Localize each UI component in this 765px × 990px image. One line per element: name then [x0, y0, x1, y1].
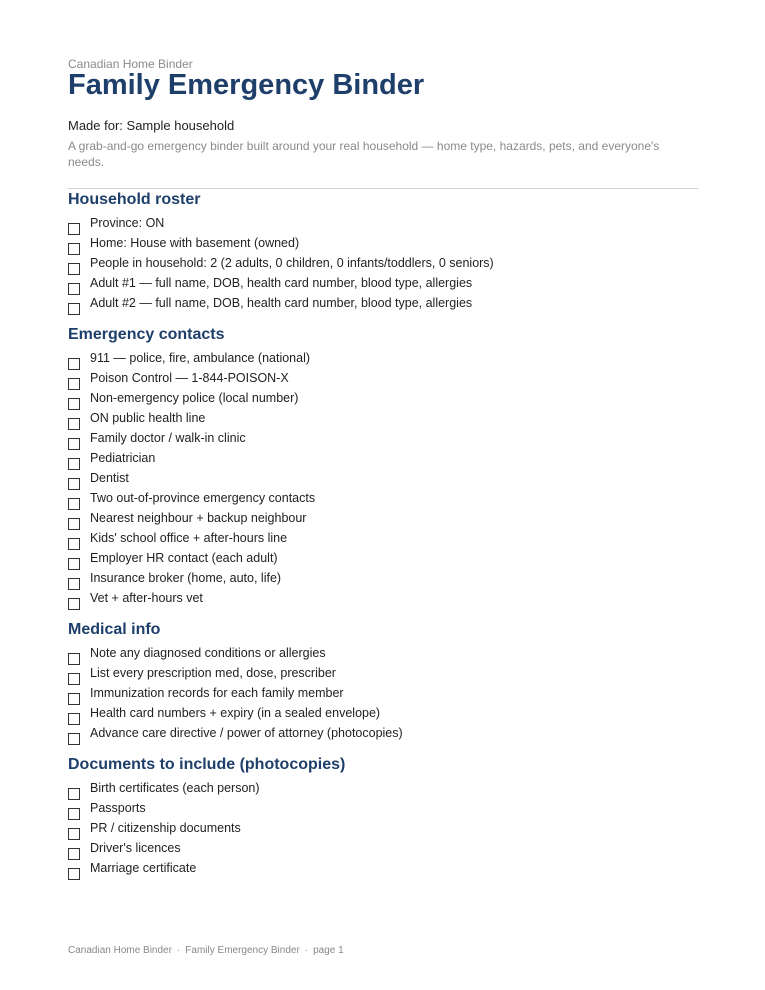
checklist-item — [68, 470, 698, 490]
checklist — [68, 645, 698, 745]
checklist — [68, 780, 698, 880]
checkbox[interactable] — [68, 808, 80, 820]
checkbox[interactable] — [68, 788, 80, 800]
tagline: A grab-and-go emergency binder built around your real household — home type, hazards, pets, and everyone's needs. — [68, 139, 660, 169]
checkbox[interactable] — [68, 673, 80, 685]
checklist-item — [68, 215, 698, 235]
checklist-item — [68, 295, 698, 315]
checklist-item-label: Employer HR contact (each adult) — [90, 551, 278, 565]
checklist-item-label: Two out-of-province emergency contacts — [90, 491, 316, 505]
checklist-item — [68, 350, 698, 370]
page-footer — [68, 945, 344, 956]
checklist-item-label: Driver's licences — [90, 841, 181, 855]
checkbox[interactable] — [68, 578, 80, 590]
checklist-item — [68, 370, 698, 390]
checklist-item — [68, 530, 698, 550]
checklist-item-label: Passports — [90, 801, 146, 815]
checklist-item — [68, 590, 698, 610]
checklist-item-label: Poison Control — 1-844-POISON-X — [90, 371, 289, 385]
checklist-item-label: People in household: 2 (2 adults, 0 children, 0 infants/toddlers, 0 seniors) — [90, 256, 494, 270]
checkbox[interactable] — [68, 538, 80, 550]
checkbox[interactable] — [68, 598, 80, 610]
section-heading: Emergency contacts — [68, 326, 225, 343]
checkbox[interactable] — [68, 848, 80, 860]
checklist-item — [68, 800, 698, 820]
checklist-item — [68, 705, 698, 725]
made-for-line: Made for: Sample household — [68, 118, 235, 133]
checklist-item — [68, 510, 698, 530]
checkbox[interactable] — [68, 733, 80, 745]
checkbox[interactable] — [68, 518, 80, 530]
footer-page-number: page 1 — [313, 945, 344, 956]
checklist-section — [68, 190, 698, 315]
checklist — [68, 350, 698, 610]
checklist-item-label: Nearest neighbour + backup neighbour — [90, 511, 307, 525]
checklist-item — [68, 860, 698, 880]
checkbox[interactable] — [68, 378, 80, 390]
checklist-item-label: Advance care directive / power of attorney (photocopies) — [90, 726, 403, 740]
checklist-item — [68, 450, 698, 470]
checklist-item-label: Dentist — [90, 471, 129, 485]
footer-separator: · — [176, 945, 181, 956]
checkbox[interactable] — [68, 653, 80, 665]
checklist-item-label: Adult #1 — full name, DOB, health card number, blood type, allergies — [90, 276, 473, 290]
checklist-item-label: Kids' school office + after-hours line — [90, 531, 288, 545]
checklist-item — [68, 570, 698, 590]
checkbox[interactable] — [68, 868, 80, 880]
checklist-item — [68, 490, 698, 510]
checklist-item — [68, 550, 698, 570]
checklist-item-label: Home: House with basement (owned) — [90, 236, 300, 250]
checkbox[interactable] — [68, 358, 80, 370]
checklist-item-label: Pediatrician — [90, 451, 156, 465]
checklist-item-label: Birth certificates (each person) — [90, 781, 260, 795]
binder-page — [68, 0, 698, 990]
checklist — [68, 215, 698, 315]
checklist-item — [68, 685, 698, 705]
checkbox[interactable] — [68, 558, 80, 570]
checklist-item-label: List every prescription med, dose, prescriber — [90, 666, 336, 680]
checklist-item-label: Immunization records for each family member — [90, 686, 344, 700]
checkbox[interactable] — [68, 458, 80, 470]
eyebrow-label: Canadian Home Binder — [68, 57, 193, 71]
checkbox[interactable] — [68, 438, 80, 450]
checkbox[interactable] — [68, 243, 80, 255]
checklist-item — [68, 255, 698, 275]
checklist-item — [68, 235, 698, 255]
checklist-item — [68, 840, 698, 860]
checklist-item-label: 911 — police, fire, ambulance (national) — [90, 351, 311, 365]
checkbox[interactable] — [68, 498, 80, 510]
checkbox[interactable] — [68, 223, 80, 235]
checkbox[interactable] — [68, 713, 80, 725]
section-heading: Household roster — [68, 191, 201, 208]
footer-doc: Family Emergency Binder — [185, 945, 300, 956]
checklist-item — [68, 275, 698, 295]
header-divider — [68, 188, 698, 189]
checklist-item-label: Adult #2 — full name, DOB, health card number, blood type, allergies — [90, 296, 473, 310]
checkbox[interactable] — [68, 303, 80, 315]
checklist-item — [68, 645, 698, 665]
checkbox[interactable] — [68, 263, 80, 275]
footer-separator: · — [304, 945, 309, 956]
checklist-item-label: Family doctor / walk-in clinic — [90, 431, 246, 445]
checklist-item-label: Health card numbers + expiry (in a sealed envelope) — [90, 706, 381, 720]
checklist-section — [68, 755, 698, 880]
footer-site: Canadian Home Binder — [68, 945, 172, 956]
checklist-item-label: Insurance broker (home, auto, life) — [90, 571, 282, 585]
checklist-item-label: Note any diagnosed conditions or allergies — [90, 646, 326, 660]
checkbox[interactable] — [68, 398, 80, 410]
page-title: Family Emergency Binder — [68, 69, 425, 101]
section-heading: Documents to include (photocopies) — [68, 756, 346, 773]
checklist-item-label: Vet + after-hours vet — [90, 591, 203, 605]
checklist-item-label: Non-emergency police (local number) — [90, 391, 299, 405]
checklist-item — [68, 725, 698, 745]
section-heading: Medical info — [68, 621, 161, 638]
checklist-item — [68, 665, 698, 685]
checklist-item-label: ON public health line — [90, 411, 206, 425]
checkbox[interactable] — [68, 828, 80, 840]
checklist-item — [68, 430, 698, 450]
checkbox[interactable] — [68, 693, 80, 705]
checkbox[interactable] — [68, 478, 80, 490]
checklist-item-label: PR / citizenship documents — [90, 821, 241, 835]
checkbox[interactable] — [68, 283, 80, 295]
checklist-item — [68, 390, 698, 410]
checklist-item — [68, 410, 698, 430]
checklist-item — [68, 780, 698, 800]
checklist-section — [68, 620, 698, 745]
checklist-section — [68, 325, 698, 610]
checklist-item — [68, 820, 698, 840]
checklist-item-label: Province: ON — [90, 216, 165, 230]
checklist-item-label: Marriage certificate — [90, 861, 197, 875]
checkbox[interactable] — [68, 418, 80, 430]
